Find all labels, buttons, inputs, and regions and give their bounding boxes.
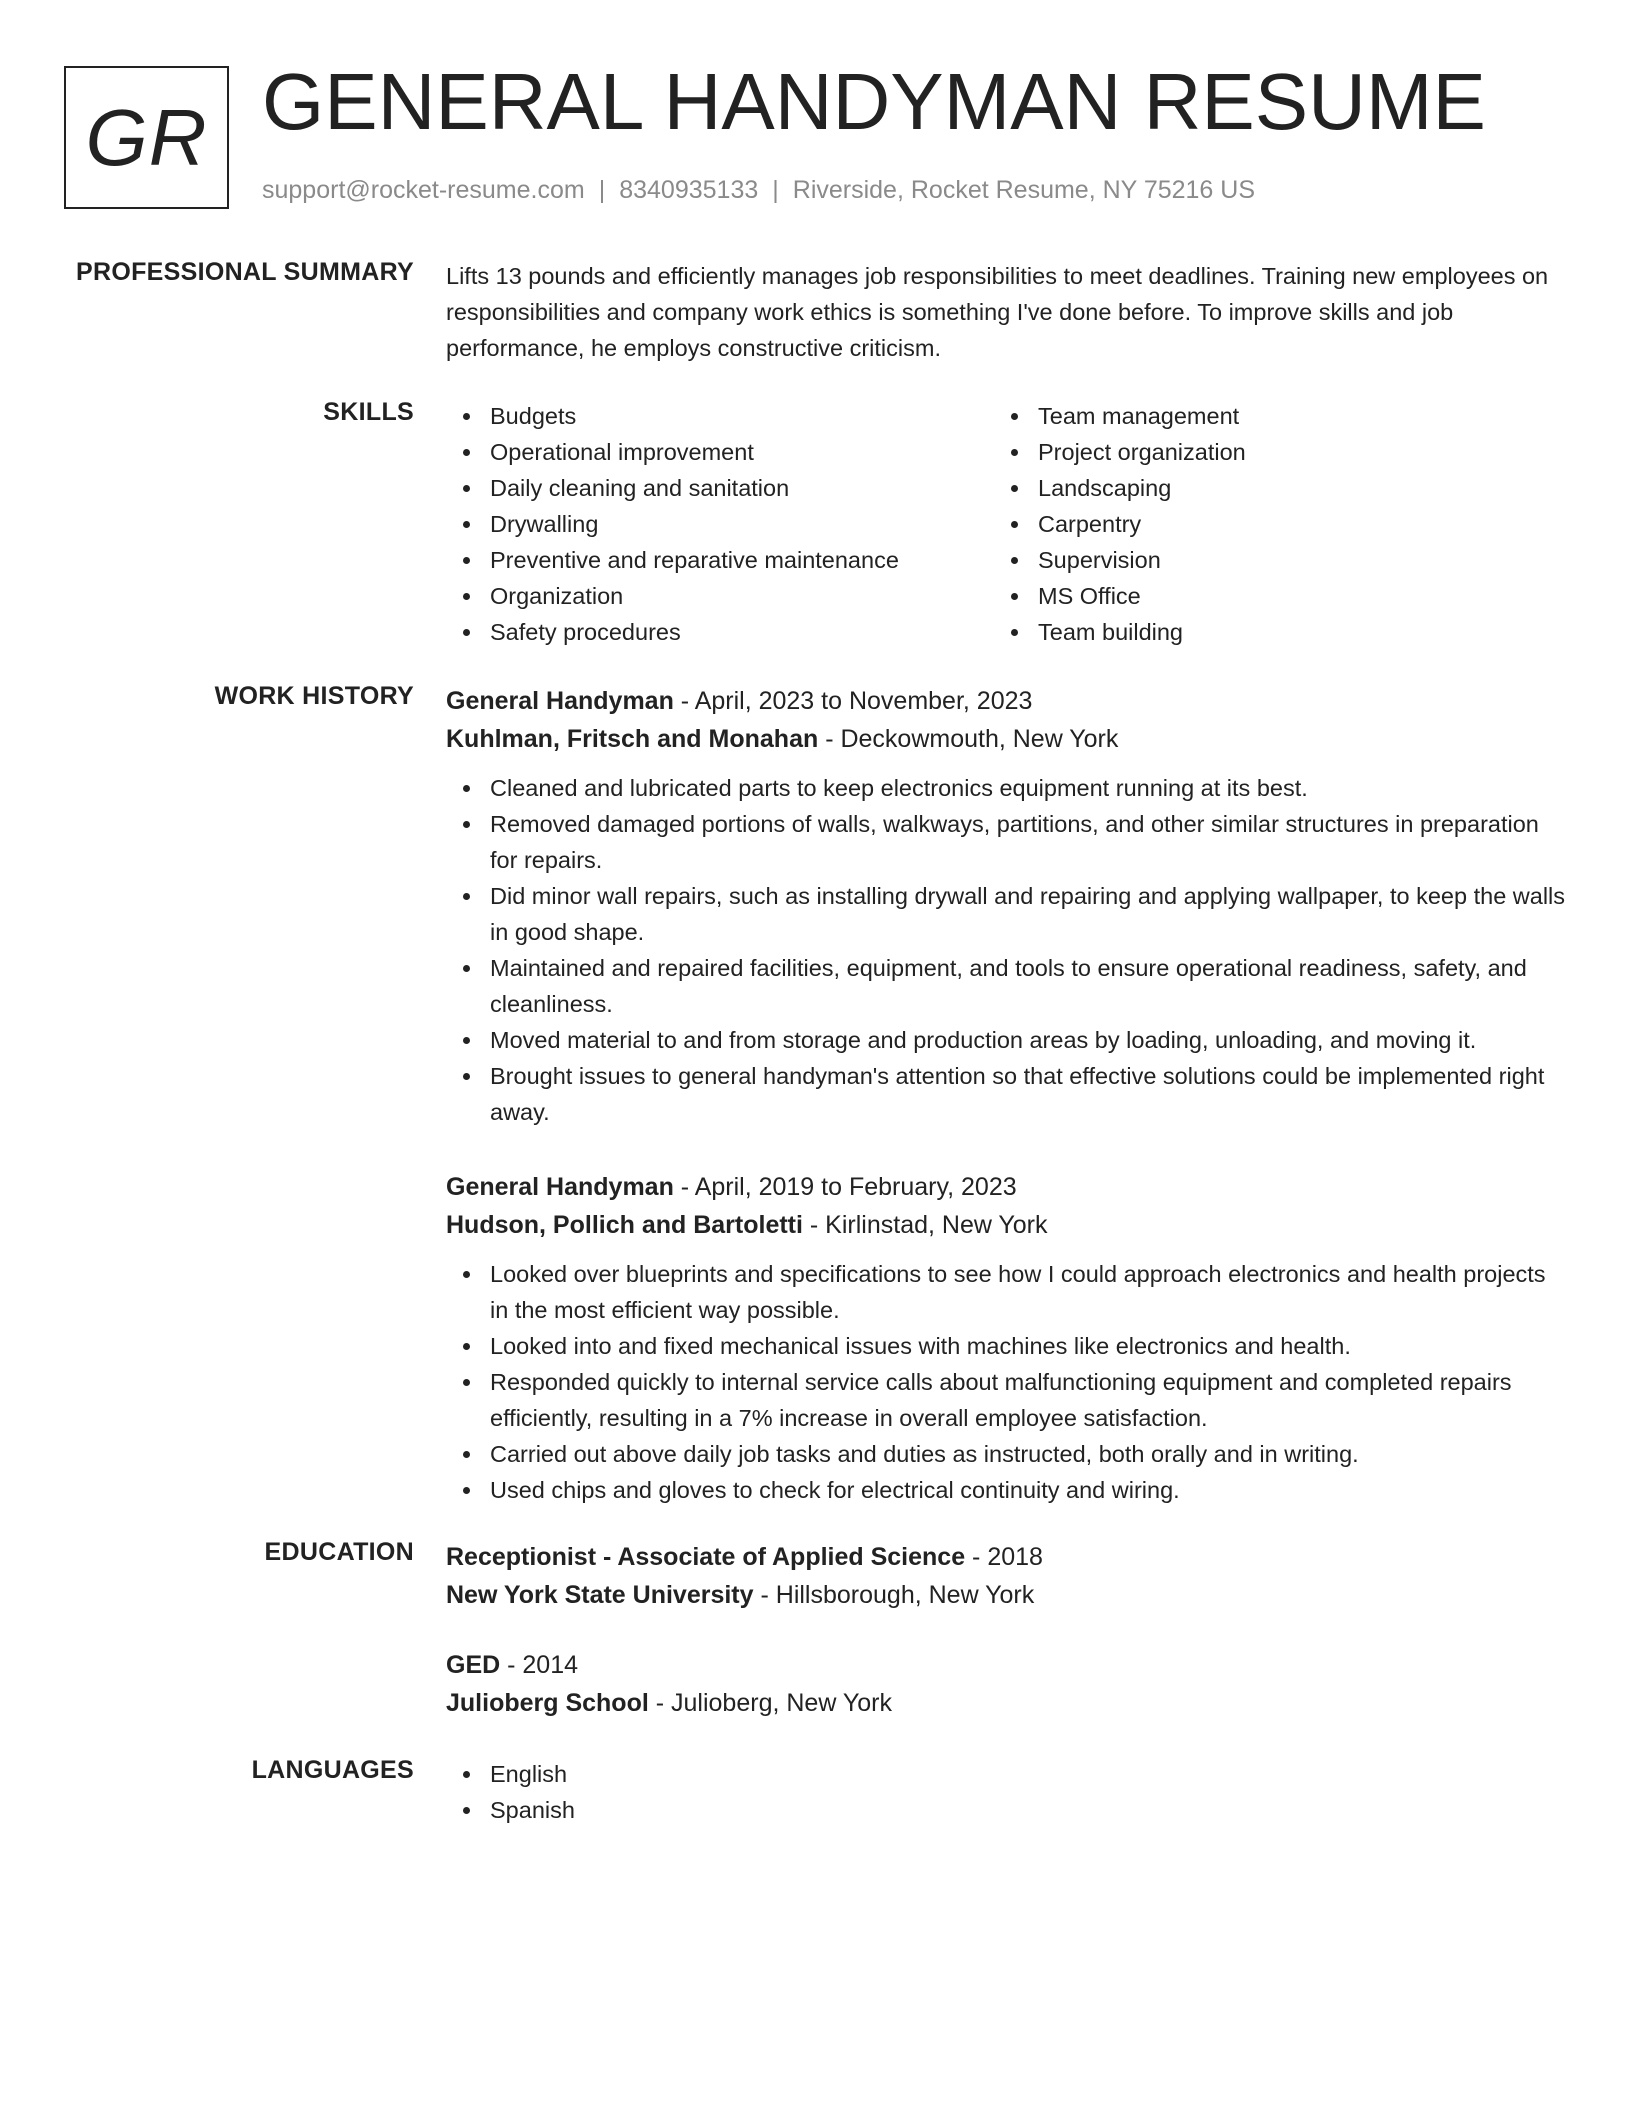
job-duty: Cleaned and lubricated parts to keep electronics equipment running at its best.: [446, 770, 1566, 806]
skill-item: Team building: [994, 614, 1542, 650]
job-duty: Removed damaged portions of walls, walkways, partitions, and other similar structures in preparation for repairs.: [446, 806, 1566, 878]
degree-name: Receptionist - Associate of Applied Science: [446, 1543, 966, 1571]
languages-list: [446, 1756, 1566, 1828]
education-entry: [446, 1646, 1566, 1722]
job-location: - Kirlinstad, New York: [802, 1211, 1048, 1239]
contact-line: [262, 176, 1255, 205]
degree-year: - 2018: [965, 1543, 1043, 1571]
job-duty: Responded quickly to internal service calls about malfunctioning equipment and completed repairs efficiently, resulting in a 7% increase in overall employee satisfaction.: [446, 1364, 1566, 1436]
job-duty: Looked over blueprints and specifications to see how I could approach electronics and health projects in the most efficient way possible.: [446, 1256, 1566, 1328]
job-duty: Moved material to and from storage and production areas by loading, unloading, and moving it.: [446, 1022, 1566, 1058]
job-duty: Used chips and gloves to check for electrical continuity and wiring.: [446, 1472, 1566, 1508]
contact-separator: |: [772, 176, 779, 204]
contact-phone: 8340935133: [619, 176, 759, 204]
school-line: [446, 1684, 1566, 1722]
job-location: - Deckowmouth, New York: [818, 725, 1119, 753]
section-label-languages: LANGUAGES: [251, 1756, 414, 1784]
monogram-text: GR: [85, 92, 208, 182]
contact-location: Riverside, Rocket Resume, NY 75216 US: [792, 176, 1256, 204]
job-company: Hudson, Pollich and Bartoletti: [446, 1211, 803, 1239]
job-duty: Brought issues to general handyman's attention so that effective solutions could be implemented right away.: [446, 1058, 1566, 1130]
skill-item: Daily cleaning and sanitation: [446, 470, 994, 506]
skill-item: Supervision: [994, 542, 1542, 578]
job-duty: Maintained and repaired facilities, equipment, and tools to ensure operational readiness, safety, and cleanliness.: [446, 950, 1566, 1022]
job-entry: [446, 1168, 1566, 1508]
section-label-skills: SKILLS: [323, 398, 414, 426]
degree-year: - 2014: [500, 1651, 579, 1679]
school-line: [446, 1576, 1566, 1614]
skill-item: Operational improvement: [446, 434, 994, 470]
section-label-work-history: WORK HISTORY: [214, 682, 414, 710]
school-location: - Hillsborough, New York: [753, 1581, 1035, 1609]
skills-list-right: [994, 398, 1542, 650]
education-entry: [446, 1538, 1566, 1614]
section-label-summary: PROFESSIONAL SUMMARY: [76, 258, 414, 286]
skill-item: Organization: [446, 578, 994, 614]
job-company-line: [446, 720, 1566, 758]
monogram-badge: [64, 66, 229, 209]
job-dates: - April, 2023 to November, 2023: [673, 687, 1033, 715]
language-item: Spanish: [446, 1792, 1566, 1828]
school-name: Julioberg School: [446, 1689, 649, 1717]
job-title: General Handyman: [446, 687, 674, 715]
skill-item: Carpentry: [994, 506, 1542, 542]
degree-name: GED: [446, 1651, 501, 1679]
skill-item: Project organization: [994, 434, 1542, 470]
job-title: General Handyman: [446, 1173, 674, 1201]
summary-text: Lifts 13 pounds and efficiently manages job responsibilities to meet deadlines. Training new employees on responsibilities and company work ethics is something I've done before. To improve skills and job performance, he employs constructive criticism.: [446, 263, 1549, 361]
job-title-line: [446, 682, 1566, 720]
job-duties-list: [446, 770, 1566, 1130]
job-duties-list: [446, 1256, 1566, 1508]
school-name: New York State University: [446, 1581, 754, 1609]
skill-item: Budgets: [446, 398, 994, 434]
job-duty: Looked into and fixed mechanical issues with machines like electronics and health.: [446, 1328, 1566, 1364]
resume-title: GENERAL HANDYMAN RESUME: [262, 57, 1486, 146]
skill-item: MS Office: [994, 578, 1542, 614]
job-entry: [446, 682, 1566, 1130]
job-duty: Carried out above daily job tasks and duties as instructed, both orally and in writing.: [446, 1436, 1566, 1472]
job-title-line: [446, 1168, 1566, 1206]
language-item: English: [446, 1756, 1566, 1792]
degree-line: [446, 1538, 1566, 1576]
skill-item: Team management: [994, 398, 1542, 434]
job-dates: - April, 2019 to February, 2023: [673, 1173, 1017, 1201]
job-duty: Did minor wall repairs, such as installing drywall and repairing and applying wallpaper, to keep the walls in good shape.: [446, 878, 1566, 950]
skill-item: Landscaping: [994, 470, 1542, 506]
degree-line: [446, 1646, 1566, 1684]
contact-separator: |: [598, 176, 606, 204]
skill-item: Preventive and reparative maintenance: [446, 542, 994, 578]
skill-item: Safety procedures: [446, 614, 994, 650]
job-company-line: [446, 1206, 1566, 1244]
school-location: - Julioberg, New York: [648, 1689, 892, 1717]
skills-list-left: [446, 398, 994, 650]
contact-email: support@rocket-resume.com: [262, 176, 585, 204]
skill-item: Drywalling: [446, 506, 994, 542]
section-label-education: EDUCATION: [264, 1538, 414, 1566]
job-company: Kuhlman, Fritsch and Monahan: [446, 725, 819, 753]
